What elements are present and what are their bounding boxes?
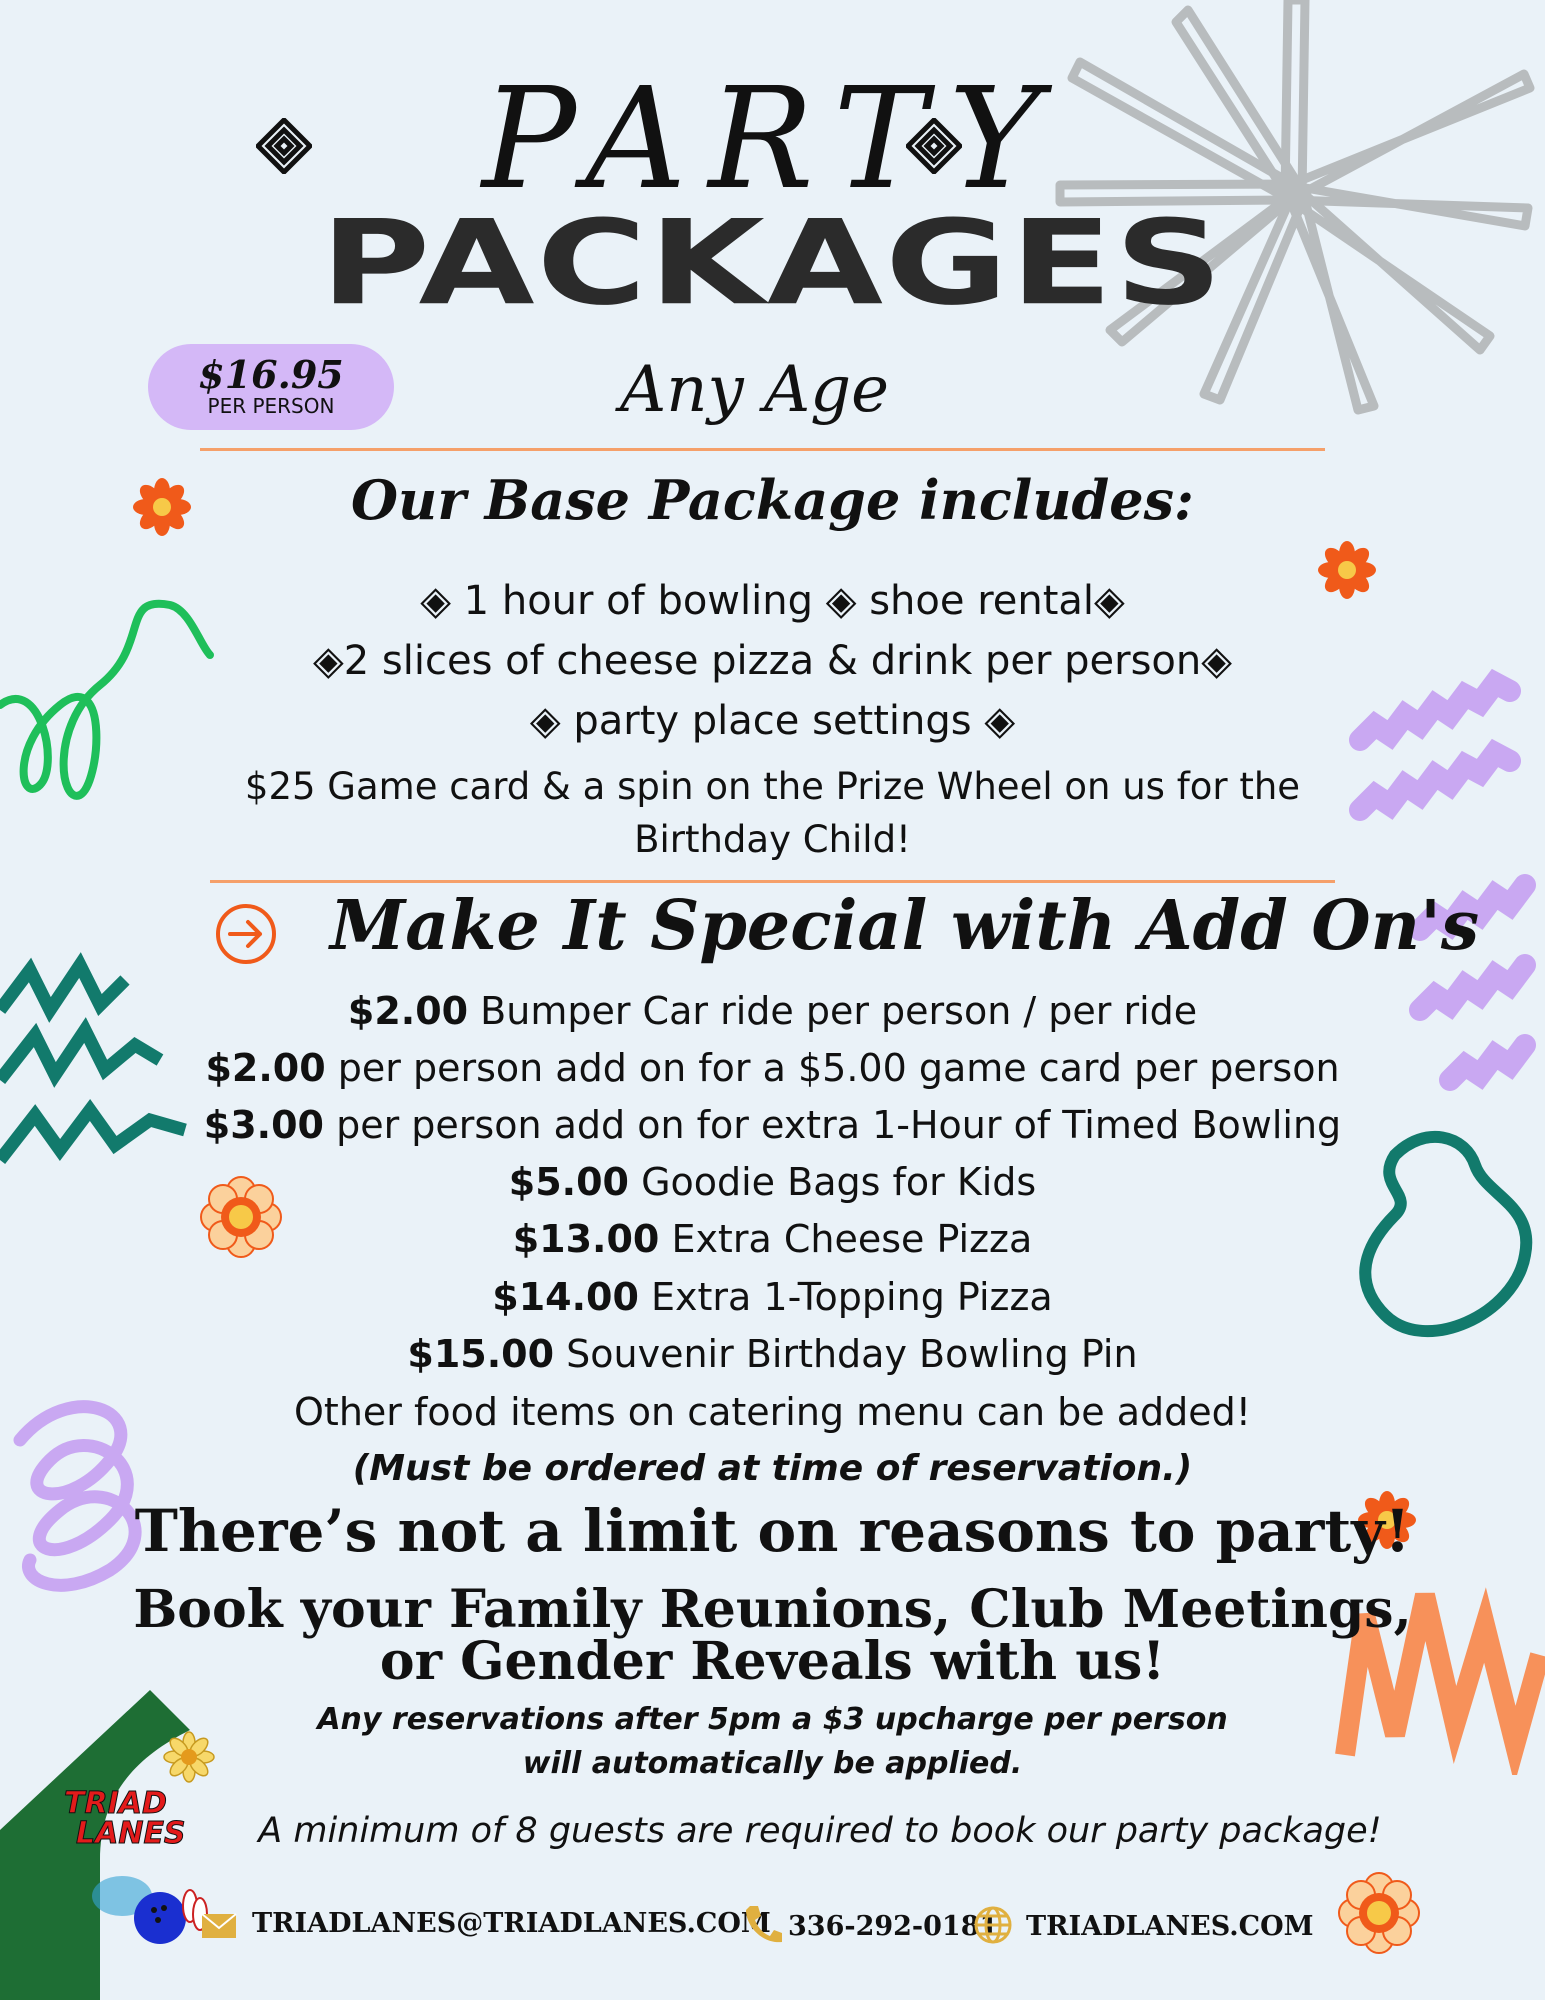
addon-desc: Souvenir Birthday Bowling Pin (566, 1332, 1138, 1376)
booking-pitch: Book your Family Reunions, Club Meetings, (133, 1579, 1412, 1640)
upcharge-note: will automatically be applied. (522, 1746, 1023, 1781)
bullet-icon: ◈ (984, 698, 1016, 744)
contact-website[interactable]: TRIADLANES.COM (1026, 1911, 1314, 1942)
bullet-icon: ◈ (529, 698, 561, 744)
title-packages: PACKAGES (320, 195, 1225, 332)
bowling-ball-icon (92, 1866, 212, 1946)
age-label: Any Age (620, 353, 889, 427)
addon-desc: per person add on for a $5.00 game card per person (337, 1046, 1340, 1090)
addon-price: $5.00 (508, 1160, 629, 1204)
divider (200, 448, 1325, 451)
booking-pitch: or Gender Reveals with us! (379, 1631, 1166, 1692)
addon-desc: Extra 1-Topping Pizza (651, 1275, 1053, 1319)
bullet-icon: ◈ (313, 638, 344, 684)
addon-line (0, 1217, 1545, 1261)
arrow-circle-icon (214, 902, 278, 966)
phone-icon (742, 1902, 782, 1946)
base-item-row (0, 577, 1545, 625)
triad-lanes-logo (56, 1786, 216, 1940)
addon-price: $2.00 (347, 989, 469, 1033)
contact-email[interactable]: TRIADLANES@TRIADLANES.COM (252, 1908, 771, 1939)
globe-icon (972, 1904, 1014, 1946)
order-note: (Must be ordered at time of reservation.) (352, 1448, 1193, 1489)
bullet-icon: ◈ (1201, 638, 1232, 684)
base-item-row (0, 697, 1545, 745)
addon-desc: per person add on for extra 1-Hour of Timed Bowling (336, 1103, 1342, 1147)
email-icon (200, 1908, 238, 1942)
addon-desc: Extra Cheese Pizza (671, 1217, 1033, 1261)
bullet-icon: ◈ (1094, 578, 1125, 624)
catering-note: Other food items on catering menu can be added! (294, 1390, 1251, 1434)
minimum-guests-note: A minimum of 8 guests are required to book our party package! (258, 1811, 1382, 1851)
addon-desc: Bumper Car ride per person / per ride (480, 989, 1198, 1033)
base-item: shoe rental (869, 578, 1095, 624)
base-item: party place settings (573, 698, 972, 744)
addon-line (0, 989, 1545, 1033)
addon-price: $2.00 (205, 1046, 326, 1090)
addon-price: $3.00 (203, 1103, 324, 1147)
party-slogan: There’s not a limit on reasons to party! (134, 1497, 1411, 1565)
bullet-icon: ◈ (420, 578, 451, 624)
addon-desc: Goodie Bags for Kids (641, 1160, 1037, 1204)
addon-line (0, 1046, 1545, 1090)
flower-icon (1334, 1868, 1424, 1958)
addon-line (0, 1332, 1545, 1376)
price-unit: PER PERSON (207, 394, 335, 418)
base-item: 1 hour of bowling (463, 578, 813, 624)
logo-line: TRIAD (64, 1786, 167, 1821)
bullet-icon: ◈ (825, 578, 857, 624)
title-party: PARTY (481, 58, 1064, 221)
base-item-row (0, 637, 1545, 685)
game-card-line: $25 Game card & a spin on the Prize Wheel on us for the (244, 765, 1301, 808)
addon-price: $15.00 (407, 1332, 555, 1376)
game-card-line: Birthday Child! (634, 818, 911, 861)
addons-heading: Make It Special with Add On's (330, 886, 1480, 966)
base-package-heading: Our Base Package includes: (351, 468, 1194, 532)
contact-phone[interactable]: 336-292-0181 (788, 1911, 999, 1942)
price-amount: $16.95 (198, 352, 344, 397)
addon-line (0, 1103, 1545, 1147)
price-badge (148, 344, 394, 430)
base-item: 2 slices of cheese pizza & drink per person (343, 638, 1202, 684)
logo-line: LANES (76, 1816, 186, 1851)
upcharge-note: Any reservations after 5pm a $3 upcharge per person (317, 1702, 1228, 1737)
addon-price: $14.00 (492, 1275, 639, 1319)
addon-line (0, 1160, 1545, 1204)
addon-line (0, 1275, 1545, 1319)
addon-price: $13.00 (512, 1217, 660, 1261)
divider (210, 880, 1335, 883)
